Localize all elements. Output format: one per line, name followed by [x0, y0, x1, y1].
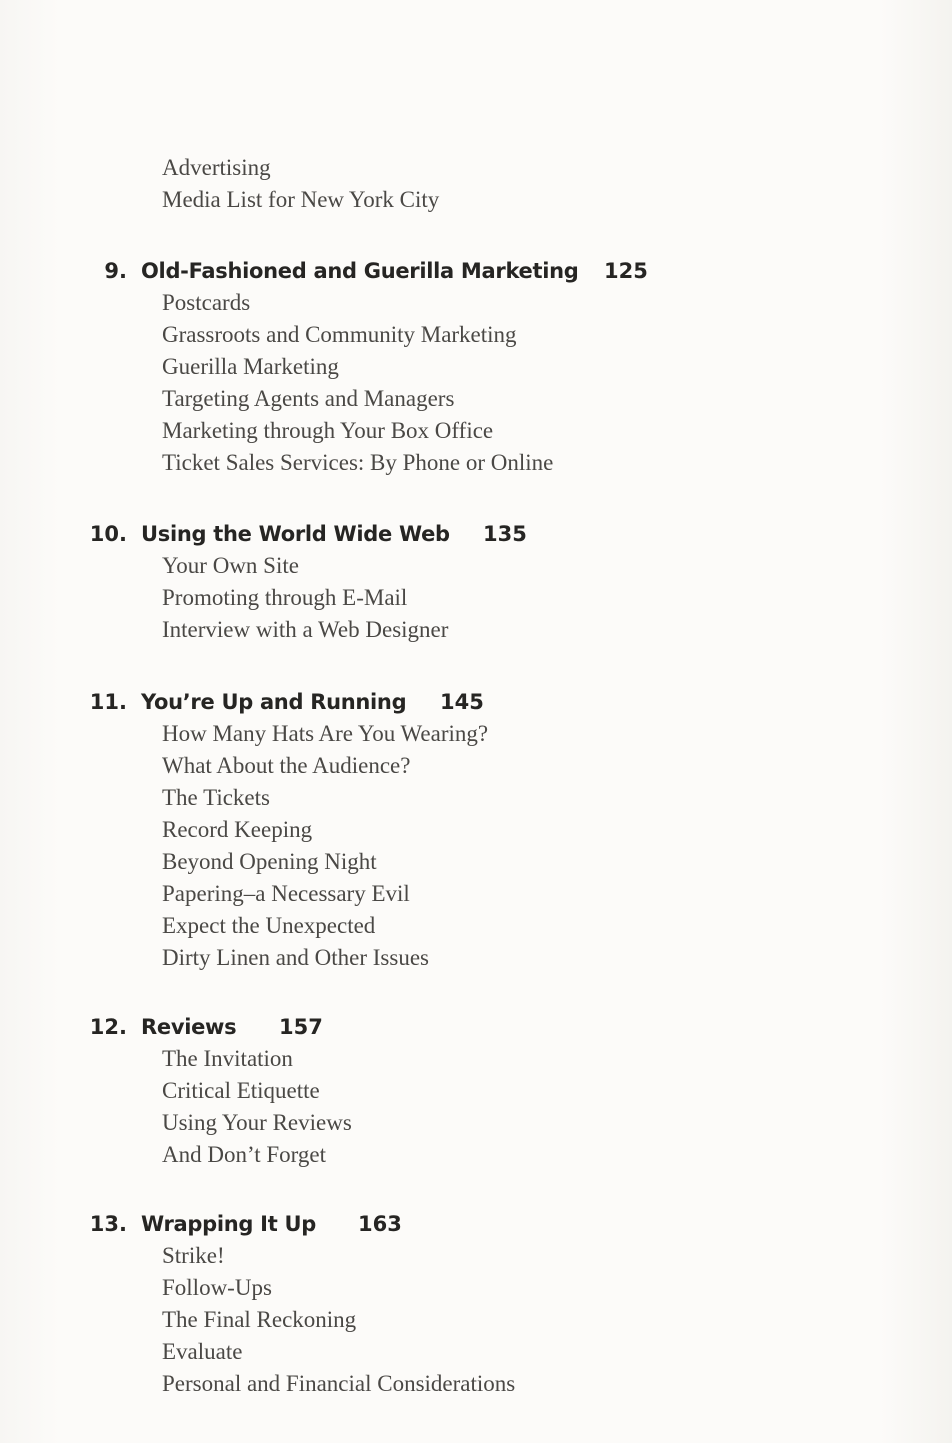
toc-entry: Marketing through Your Box Office — [162, 418, 494, 443]
chapter-title: You’re Up and Running — [141, 690, 407, 714]
toc-entry: Interview with a Web Designer — [162, 617, 449, 642]
toc-entry: Dirty Linen and Other Issues — [162, 945, 429, 970]
toc-entry: The Final Reckoning — [162, 1307, 357, 1332]
chapter-heading — [0, 1208, 952, 1240]
chapter-page-number: 125 — [604, 259, 648, 283]
toc-entry: How Many Hats Are You Wearing? — [162, 721, 489, 746]
toc-entry: Grassroots and Community Marketing — [162, 322, 517, 347]
chapter-heading — [0, 1011, 952, 1043]
chapter-number: 13. — [89, 1212, 127, 1236]
chapter-title: Old-Fashioned and Guerilla Marketing — [141, 259, 579, 283]
chapter-number: 10. — [89, 522, 127, 546]
toc-entry: Expect the Unexpected — [162, 913, 376, 938]
chapter-heading — [0, 686, 952, 718]
toc-entry: And Don’t Forget — [162, 1142, 326, 1167]
chapter-page-number: 145 — [440, 690, 484, 714]
toc-entry: Advertising — [162, 155, 271, 180]
toc-entry: Papering–a Necessary Evil — [162, 881, 410, 906]
toc-entry: Your Own Site — [162, 553, 299, 578]
toc-entry: Guerilla Marketing — [162, 354, 339, 379]
toc-entry: Personal and Financial Considerations — [162, 1371, 516, 1396]
toc-entry: Ticket Sales Services: By Phone or Online — [162, 450, 554, 475]
toc-entry: Evaluate — [162, 1339, 243, 1364]
chapter-page-number: 163 — [358, 1212, 402, 1236]
chapter-number: 11. — [89, 690, 127, 714]
toc-entry: Critical Etiquette — [162, 1078, 320, 1103]
toc-entry: Promoting through E-Mail — [162, 585, 408, 610]
chapter-number: 9. — [104, 259, 127, 283]
chapter-title: Reviews — [141, 1015, 237, 1039]
toc-entry: Record Keeping — [162, 817, 313, 842]
toc-entry: Postcards — [162, 290, 251, 315]
chapter-heading — [0, 255, 952, 287]
toc-entry: What About the Audience? — [162, 753, 411, 778]
toc-entry: Follow-Ups — [162, 1275, 272, 1300]
toc-entry: Using Your Reviews — [162, 1110, 352, 1135]
chapter-title: Wrapping It Up — [141, 1212, 316, 1236]
toc-entry: The Tickets — [162, 785, 270, 810]
toc-entry: Strike! — [162, 1243, 225, 1268]
chapter-page-number: 135 — [483, 522, 527, 546]
toc-entry: Media List for New York City — [162, 187, 440, 212]
chapter-heading — [0, 518, 952, 550]
toc-entry: The Invitation — [162, 1046, 293, 1071]
chapter-page-number: 157 — [279, 1015, 323, 1039]
toc-entry: Beyond Opening Night — [162, 849, 377, 874]
chapter-title: Using the World Wide Web — [141, 522, 450, 546]
chapter-number: 12. — [89, 1015, 127, 1039]
toc-entry: Targeting Agents and Managers — [162, 386, 455, 411]
